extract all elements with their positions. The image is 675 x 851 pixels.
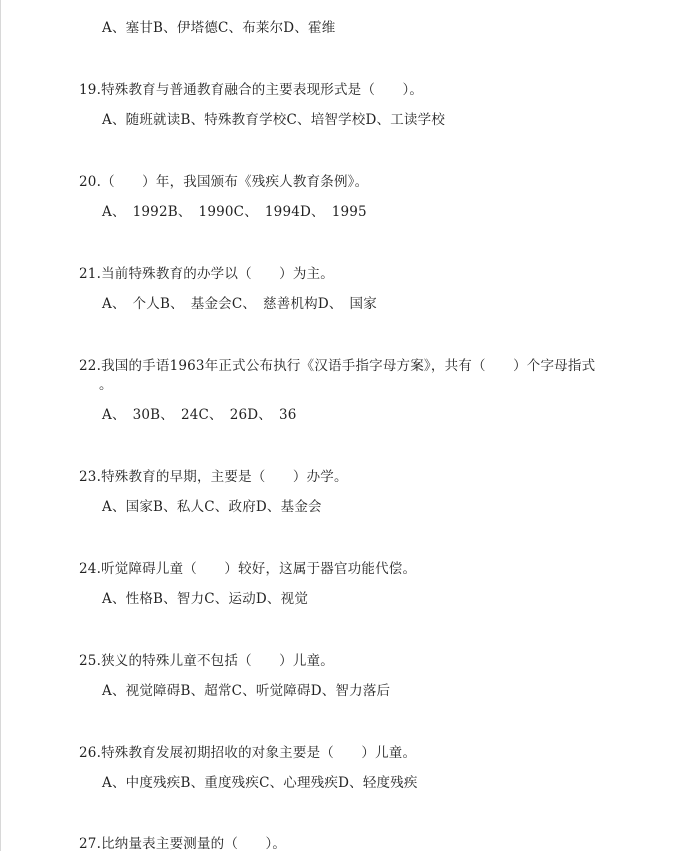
q20-text: 20.（ ）年，我国颁布《残疾人教育条例》。 <box>79 174 369 190</box>
q22-options: A、 30B、 24C、 26D、 36 <box>102 407 297 423</box>
q25-text: 25.狭义的特殊儿童不包括（ ）儿童。 <box>79 653 334 669</box>
q25-options: A、视觉障碍B、超常C、听觉障碍D、智力落后 <box>102 683 391 699</box>
q19-options: A、随班就读B、特殊教育学校C、培智学校D、工读学校 <box>102 112 446 128</box>
q24-text: 24.听觉障碍儿童（ ）较好，这属于器官功能代偿。 <box>79 561 417 577</box>
q18-options: A、塞甘B、伊塔德C、布莱尔D、霍维 <box>102 20 336 36</box>
q26-options: A、中度残疾B、重度残疾C、心理残疾D、轻度残疾 <box>102 775 418 791</box>
q21-options: A、 个人B、 基金会C、 慈善机构D、 国家 <box>102 296 377 312</box>
q27-text: 27.比纳量表主要测量的（ ）。 <box>79 836 287 851</box>
q26-text: 26.特殊教育发展初期招收的对象主要是（ ）儿童。 <box>79 745 417 761</box>
q24-options: A、性格B、智力C、运动D、视觉 <box>102 591 309 607</box>
q22-text-continued: 。 <box>99 377 113 393</box>
q20-options: A、 1992B、 1990C、 1994D、 1995 <box>102 204 367 220</box>
page-left-border <box>0 0 1 851</box>
q21-text: 21.当前特殊教育的办学以（ ）为主。 <box>79 266 334 282</box>
q19-text: 19.特殊教育与普通教育融合的主要表现形式是（ ）。 <box>79 82 424 98</box>
q23-text: 23.特殊教育的早期，主要是（ ）办学。 <box>79 469 348 485</box>
q23-options: A、国家B、私人C、政府D、基金会 <box>102 499 322 515</box>
q22-text: 22.我国的手语1963年正式公布执行《汉语手指字母方案》，共有（ ）个字母指式 <box>79 358 596 374</box>
